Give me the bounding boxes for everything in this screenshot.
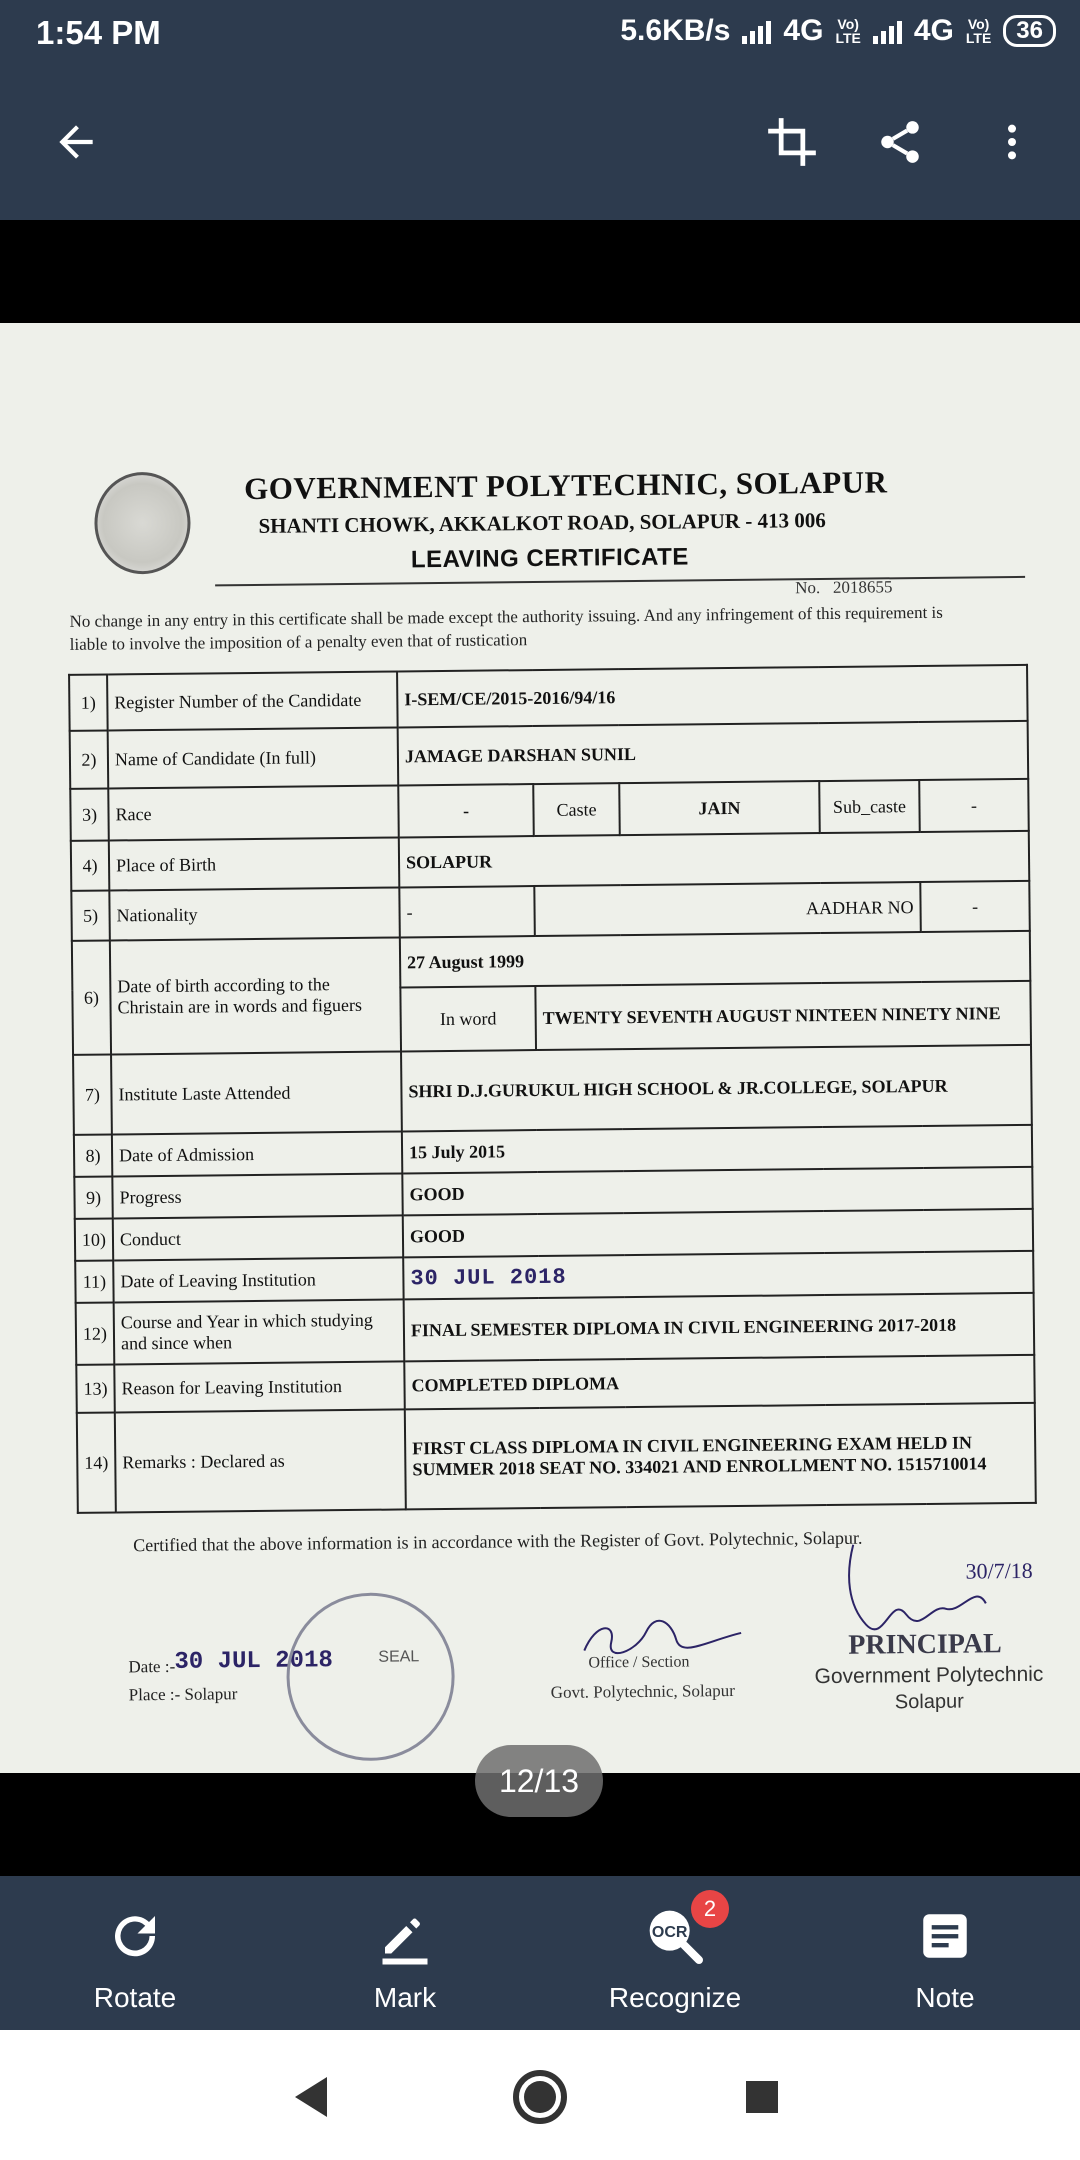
- network-type-1: 4G: [783, 14, 824, 47]
- row-number: 11): [75, 1260, 113, 1302]
- app-bar: [0, 66, 1080, 220]
- row-label: Nationality: [109, 887, 400, 940]
- row-number: 4): [71, 841, 110, 891]
- document-viewer[interactable]: [0, 220, 1080, 1876]
- more-vertical-icon: [992, 117, 1032, 167]
- row-number: 7): [73, 1054, 112, 1134]
- row-number: 14): [77, 1412, 116, 1512]
- recognize-button[interactable]: [540, 1876, 810, 2030]
- college-logo: [94, 472, 191, 575]
- row-value: [403, 1251, 1033, 1300]
- table-row: [76, 1293, 1035, 1365]
- aadhar-value: -: [920, 881, 1030, 932]
- rotate-label: Rotate: [93, 1982, 177, 2013]
- row-value: FIRST CLASS DIPLOMA IN CIVIL ENGINEERING EXAM HELD IN SUMMER 2018 SEAT NO. 334021 AND ENROLLMENT NO. 1515710014: [405, 1403, 1036, 1510]
- notification-badge: 2: [691, 1890, 729, 1928]
- row-number: 12): [76, 1302, 115, 1364]
- share-button[interactable]: [860, 102, 940, 182]
- principal-city: Solapur: [894, 1690, 964, 1714]
- table-row: [77, 1403, 1036, 1513]
- certificate-notice: No change in any entry in this certificate shall be made except the authority issuing. And any infringement of this requirement is liable to involve the imposition of a penalty even that of rustication: [69, 602, 943, 654]
- bottom-toolbar: [0, 1876, 1080, 2030]
- table-row: [69, 665, 1028, 731]
- caste-value: JAIN: [619, 781, 820, 835]
- subcaste-label: Sub_caste: [819, 780, 920, 833]
- certified-statement: Certified that the above information is in accordance with the Register of Govt. Polytechnic, Solapur.: [133, 1527, 863, 1556]
- table-row: [73, 1045, 1032, 1135]
- status-indicators: [620, 14, 1056, 48]
- row-value: COMPLETED DIPLOMA: [404, 1355, 1034, 1410]
- nav-home-icon: [512, 2069, 568, 2125]
- date-stamp: 30 JUL 2018: [174, 1647, 333, 1676]
- row-number: 10): [75, 1218, 113, 1260]
- row-label: Register Number of the Candidate: [107, 671, 398, 730]
- network-speed: 5.6KB/s: [620, 14, 731, 47]
- row-value: 15 July 2015: [402, 1125, 1032, 1174]
- more-options-button[interactable]: [972, 102, 1052, 182]
- row-number: 13): [76, 1364, 115, 1412]
- signal-icon: [873, 18, 902, 44]
- row-number: 9): [74, 1176, 112, 1218]
- seal-label: SEAL: [378, 1648, 420, 1666]
- nav-home-button[interactable]: [505, 2062, 575, 2132]
- nav-back-icon: [291, 2075, 331, 2119]
- row-number: 5): [71, 891, 110, 941]
- row-label: Date of Leaving Institution: [113, 1257, 403, 1302]
- back-button[interactable]: [36, 102, 116, 182]
- row-value: JAMAGE DARSHAN SUNIL: [398, 721, 1029, 786]
- row-label: Race: [108, 785, 399, 840]
- navigation-bar: [0, 2030, 1080, 2160]
- certificate-table: [68, 664, 1037, 1514]
- crop-button[interactable]: [752, 102, 832, 182]
- row-value: GOOD: [402, 1167, 1032, 1216]
- rotate-icon: [105, 1906, 165, 1966]
- row-value: SHRI D.J.GURUKUL HIGH SCHOOL & JR.COLLEGE, SOLAPUR: [401, 1045, 1032, 1132]
- nav-recents-button[interactable]: [727, 2062, 797, 2132]
- row-value: FINAL SEMESTER DIPLOMA IN CIVIL ENGINEERING 2017-2018: [404, 1293, 1035, 1362]
- official-seal: [286, 1592, 456, 1762]
- rotate-button[interactable]: [0, 1876, 270, 2030]
- row-number: 6): [72, 940, 111, 1054]
- institution-address: SHANTI CHOWK, AKKALKOT ROAD, SOLAPUR - 413 006: [258, 507, 826, 538]
- row-label: Date of Admission: [112, 1131, 402, 1176]
- row-value: -: [399, 886, 535, 937]
- principal-organization: Government Polytechnic: [814, 1662, 1044, 1689]
- row-value: 27 August 1999: [400, 931, 1030, 988]
- row-label: Place of Birth: [109, 837, 400, 890]
- crop-icon: [766, 116, 818, 168]
- svg-text:OCR: OCR: [651, 1923, 688, 1941]
- certificate-number: No. 2018655: [795, 577, 893, 598]
- row-label: Progress: [112, 1173, 402, 1218]
- pencil-icon: [375, 1906, 435, 1966]
- table-row: [70, 721, 1029, 789]
- page-counter: 12/13: [475, 1745, 603, 1817]
- nav-back-button[interactable]: [276, 2062, 346, 2132]
- date-stamp: 30 JUL 2018: [410, 1264, 567, 1291]
- mark-button[interactable]: [270, 1876, 540, 2030]
- row-number: 1): [69, 675, 108, 731]
- certificate-title: LEAVING CERTIFICATE: [410, 543, 689, 574]
- place-label: Place :- Solapur: [128, 1684, 238, 1705]
- certificate-image: [0, 323, 1080, 1773]
- share-icon: [875, 117, 925, 167]
- mark-label: Mark: [373, 1982, 437, 2013]
- row-number: 2): [70, 731, 109, 789]
- inword-value: TWENTY SEVENTH AUGUST NINTEEN NINETY NINE: [535, 981, 1031, 1050]
- row-label: Reason for Leaving Institution: [114, 1361, 404, 1412]
- note-button[interactable]: [810, 1876, 1080, 2030]
- office-label: Office / Section: [588, 1653, 690, 1672]
- row-number: 3): [70, 789, 109, 841]
- row-label: Remarks : Declared as: [115, 1409, 406, 1512]
- row-label: Name of Candidate (In full): [108, 727, 399, 788]
- status-time: 1:54 PM: [36, 14, 161, 51]
- nav-recents-icon: [744, 2079, 780, 2115]
- note-label: Note: [915, 1982, 975, 2013]
- row-value: GOOD: [403, 1209, 1033, 1258]
- date-label: Date :-: [128, 1656, 176, 1677]
- institution-name: GOVERNMENT POLYTECHNIC, SOLAPUR: [243, 464, 888, 507]
- volte-icon: Vo) LTE: [965, 16, 992, 46]
- status-bar: [0, 0, 1080, 66]
- volte-icon: Vo) LTE: [835, 16, 861, 46]
- row-value: I-SEM/CE/2015-2016/94/16: [397, 665, 1028, 728]
- caste-label: Caste: [533, 783, 620, 836]
- row-value: SOLAPUR: [399, 831, 1029, 888]
- row-value: -: [398, 784, 534, 837]
- row-number: 8): [74, 1134, 112, 1176]
- inword-label: In word: [400, 986, 536, 1051]
- row-label: Institute Laste Attended: [111, 1051, 402, 1134]
- subcaste-value: -: [919, 779, 1029, 832]
- battery-icon: 36: [1003, 15, 1056, 47]
- title-divider: [215, 576, 1025, 586]
- office-place: Govt. Polytechnic, Solapur: [550, 1680, 735, 1702]
- arrow-left-icon: [51, 117, 101, 167]
- signal-icon: [742, 18, 771, 44]
- row-label: Conduct: [113, 1215, 403, 1260]
- principal-title: PRINCIPAL: [848, 1628, 1002, 1661]
- aadhar-label: AADHAR NO: [534, 882, 921, 936]
- row-label: Course and Year in which studying and since when: [114, 1299, 405, 1364]
- recognize-label: Recognize: [608, 1982, 742, 2013]
- note-icon: [916, 1907, 974, 1965]
- network-type-2: 4G: [913, 14, 954, 47]
- svg-text:30/7/18: 30/7/18: [965, 1557, 1033, 1584]
- row-label: Date of birth according to the Christain are in words and figuers: [110, 937, 401, 1054]
